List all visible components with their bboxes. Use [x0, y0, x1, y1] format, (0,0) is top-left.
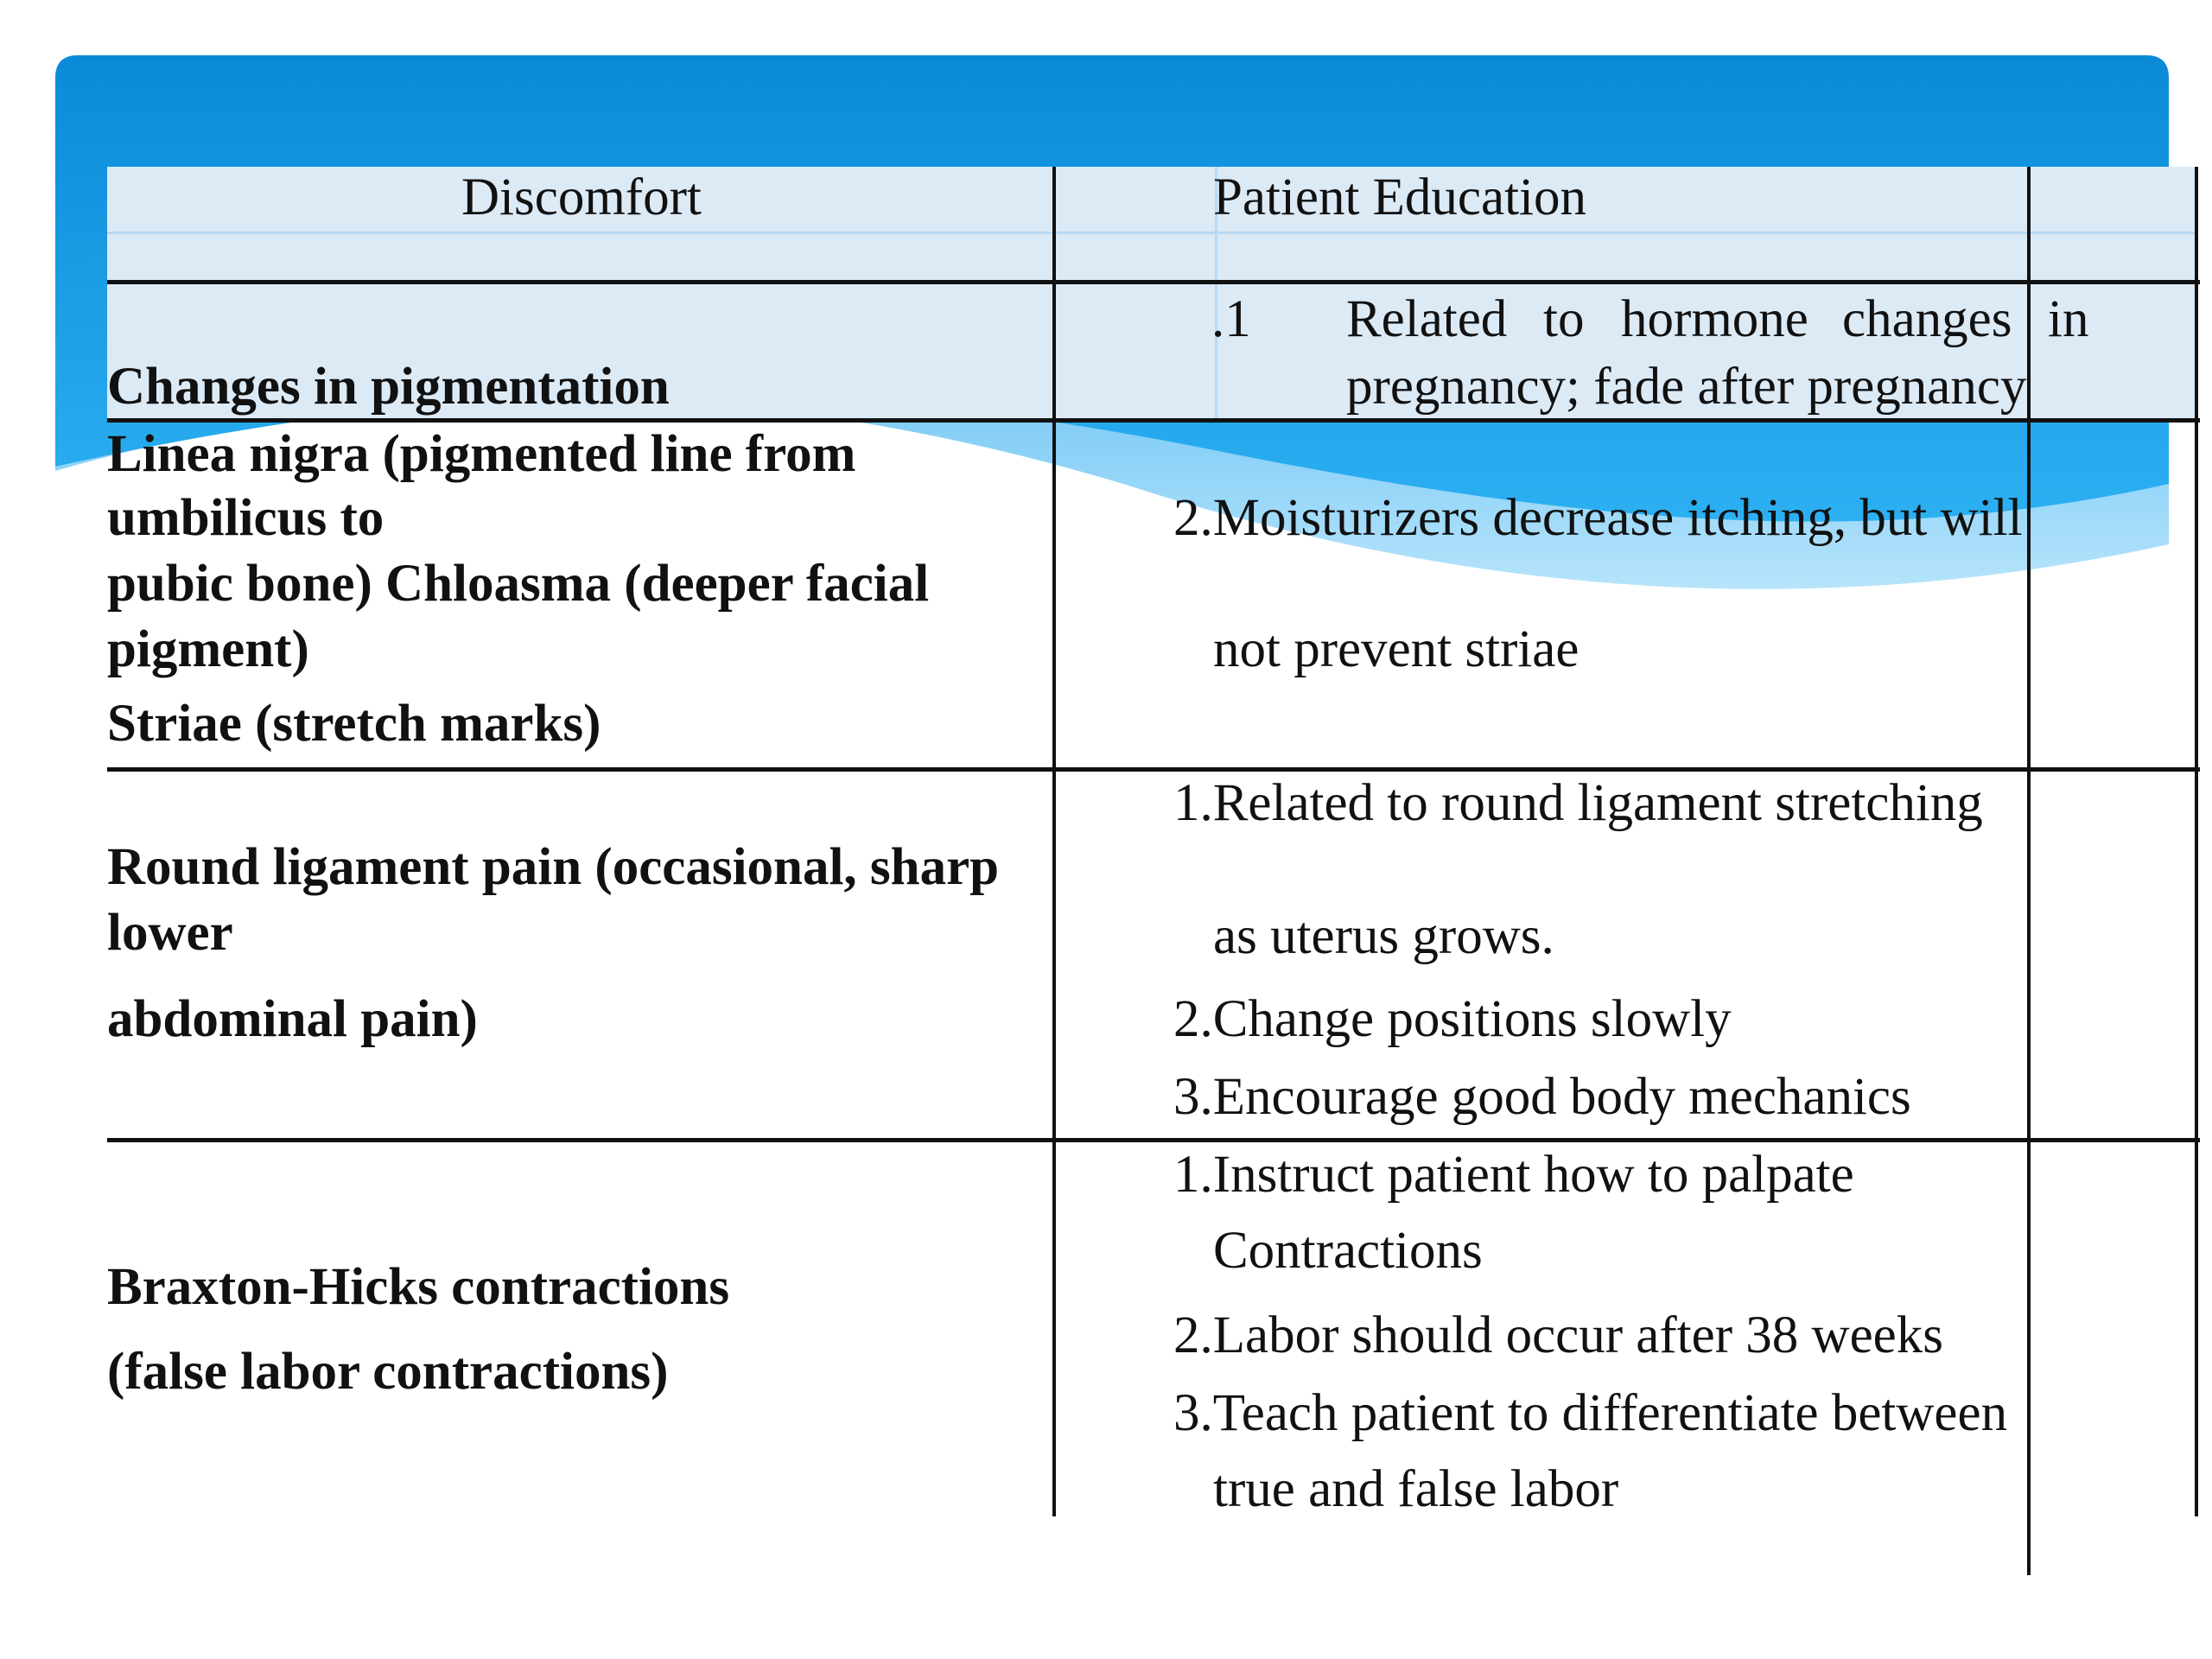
discomfort-line: (false labor contractions) [107, 1343, 669, 1401]
education-line: 2.Change positions slowly [1173, 990, 1732, 1048]
education-line: not prevent striae [1213, 620, 1580, 678]
education-line: 3.Teach patient to differentiate between [1173, 1384, 2008, 1442]
education-line: 3.Encourage good body mechanics [1173, 1068, 1911, 1126]
education-word: Related [1346, 290, 1508, 348]
education-item-number: .1 [1211, 290, 1251, 348]
discomfort-line: Striae (stretch marks) [107, 695, 601, 753]
table-divider-col1 [1052, 167, 1056, 1516]
discomfort-line: abdominal pain) [107, 990, 478, 1048]
table-divider-col2 [2027, 167, 2031, 1575]
discomfort-line: Round ligament pain (occasional, sharp [107, 838, 1000, 896]
education-word: in [2048, 290, 2089, 348]
education-line: pregnancy; fade after pregnancy [1346, 358, 2027, 416]
table-rule-row3 [107, 1138, 2200, 1142]
education-line: 2.Labor should occur after 38 weeks [1173, 1306, 1943, 1364]
education-line: as uterus grows. [1213, 907, 1554, 965]
discomfort-line: lower [107, 904, 233, 962]
education-word: to [1543, 290, 1585, 348]
discomfort-line: pubic bone) Chloasma (deeper facial [107, 555, 930, 613]
education-word: hormone [1621, 290, 1808, 348]
education-line: Contractions [1213, 1222, 1483, 1280]
discomfort-line: Braxton-Hicks contractions [107, 1258, 730, 1316]
education-line: true and false labor [1213, 1460, 1619, 1518]
table-rule-header [107, 280, 2200, 284]
discomfort-line: Linea nigra (pigmented line from [107, 425, 856, 483]
discomfort-line: Changes in pigmentation [107, 358, 670, 416]
column-header-patient-education: Patient Education [1213, 168, 1586, 226]
discomfort-line: pigment) [107, 620, 309, 678]
education-line: 1.Instruct patient how to palpate [1173, 1146, 1854, 1204]
header-inner-rule [107, 232, 2198, 234]
discomfort-line: umbilicus to [107, 489, 385, 547]
education-word: changes [1842, 290, 2012, 348]
column-header-discomfort: Discomfort [461, 168, 702, 226]
education-line: 2.Moisturizers decrease itching, but will [1173, 489, 2023, 547]
education-line: 1.Related to round ligament stretching [1173, 774, 1983, 832]
table-divider-right [2195, 167, 2198, 1516]
